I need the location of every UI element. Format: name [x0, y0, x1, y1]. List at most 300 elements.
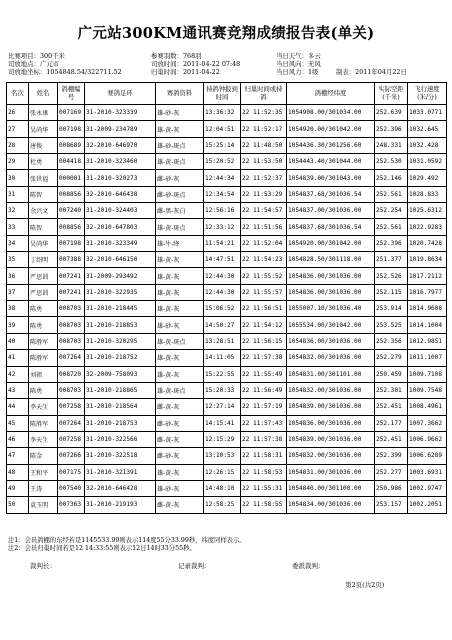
table-cell: 1054831.00/301101.00	[287, 366, 375, 382]
table-row	[7, 366, 447, 382]
table-cell: 47	[7, 448, 29, 464]
table-cell: 31-2010-323349	[85, 235, 156, 251]
race-info-field	[336, 60, 448, 68]
table-cell: 43	[7, 382, 29, 398]
race-info	[8, 52, 448, 76]
table-cell: 41	[7, 350, 29, 366]
table-cell: 22 11:58:53	[241, 464, 287, 480]
table-cell: 22 11:52:04	[241, 235, 287, 251]
race-info-row	[8, 60, 448, 68]
table-cell: 22 11:55:31	[241, 480, 287, 496]
table-cell: 雄-黄-灰	[156, 464, 204, 480]
table-cell: 1025.6312	[408, 203, 447, 219]
table-cell: 12:34:54	[204, 186, 241, 202]
table-cell: 007363	[58, 497, 85, 513]
table-row	[7, 186, 447, 202]
table-cell: 王涛	[29, 480, 58, 496]
table-cell: 李天生	[29, 399, 58, 415]
table-cell: 陈勇	[29, 382, 58, 398]
table-cell: 14:11:05	[204, 350, 241, 366]
table-row	[7, 284, 447, 300]
table-row	[7, 252, 447, 268]
table-cell: 253.914	[375, 301, 408, 317]
table-cell: 252.451	[375, 431, 408, 447]
table-cell: 31-2010-322566	[85, 431, 156, 447]
table-cell: 雌-砂-灰	[156, 415, 204, 431]
table-cell: 陈胜军	[29, 333, 58, 349]
table-cell: 004418	[58, 154, 85, 170]
table-cell: 陈金	[29, 448, 58, 464]
table-cell: 1054908.00/301034.00	[287, 105, 375, 121]
table-cell: 1016.7977	[408, 284, 447, 300]
table-cell: 1009.7548	[408, 382, 447, 398]
column-header: 实际空距(千米)	[375, 83, 408, 105]
table-row	[7, 464, 447, 480]
table-cell: 雄-黄-灰	[156, 252, 204, 268]
table-cell: 1033.0771	[408, 105, 447, 121]
table-cell: 50	[7, 497, 29, 513]
table-row	[7, 137, 447, 153]
table-cell: 14:48:10	[204, 480, 241, 496]
table-cell: 雄-牛-绛	[156, 235, 204, 251]
table-cell: 11:54:21	[204, 235, 241, 251]
table-cell: 14:47:51	[204, 252, 241, 268]
table-cell: 12:15:29	[204, 431, 241, 447]
table-cell: 007241	[58, 268, 85, 284]
race-info-field: 司放时间：2011-04-22 07:48	[151, 60, 241, 68]
table-cell: 28	[7, 137, 29, 153]
table-row	[7, 170, 447, 186]
table-cell: 007198	[58, 121, 85, 137]
table-cell: 22 11:55:52	[241, 268, 287, 284]
table-cell: 1054840.00/301100.00	[287, 480, 375, 496]
table-cell: 31-2010-322518	[85, 448, 156, 464]
table-cell: 31-2010-218752	[85, 350, 156, 366]
table-cell: 陈勇	[29, 317, 58, 333]
table-header-row	[7, 83, 447, 105]
table-cell: 1054443.40/301044.00	[287, 154, 375, 170]
table-cell: 1014.1004	[408, 317, 447, 333]
race-info-field: 司放地坐标：1054848.54/322711.52	[8, 68, 122, 76]
table-cell: 14:15:41	[204, 415, 241, 431]
table-cell: 31-2010-321391	[85, 464, 156, 480]
table-cell: 1029.492	[408, 170, 447, 186]
table-cell: 252.639	[375, 105, 408, 121]
table-cell: 1031.0592	[408, 154, 447, 170]
footnotes	[8, 537, 246, 553]
table-row	[7, 203, 447, 219]
table-cell: 22 11:57:19	[241, 399, 287, 415]
table-row	[7, 317, 447, 333]
table-row	[7, 497, 447, 513]
table-cell: 1022.9283	[408, 219, 447, 235]
table-cell: 雄-黄-灰	[156, 121, 204, 137]
table-row	[7, 301, 447, 317]
table-cell: 31-2010-218445	[85, 301, 156, 317]
table-cell: 48	[7, 464, 29, 480]
table-cell: 12:44:30	[204, 284, 241, 300]
table-cell: 袁玉明	[29, 497, 58, 513]
table-cell: 27	[7, 121, 29, 137]
table-cell: 1019.8634	[408, 252, 447, 268]
column-header: 鸽棚经纬度	[287, 83, 375, 105]
table-cell: 陈勇	[29, 301, 58, 317]
table-cell: 雌-砂-灰	[156, 448, 204, 464]
table-cell: 12:56:16	[204, 203, 241, 219]
table-cell: 252.115	[375, 284, 408, 300]
table-cell: 252.451	[375, 399, 408, 415]
table-cell: 雌-砂-灰	[156, 170, 204, 186]
table-cell: 40	[7, 333, 29, 349]
table-cell: 陈胜军	[29, 350, 58, 366]
table-cell: 雄-黄-灰	[156, 301, 204, 317]
table-cell: 雌-砂-斑点	[156, 186, 204, 202]
table-cell: 陈胜军	[29, 415, 58, 431]
table-cell: 陈智	[29, 186, 58, 202]
table-cell: 008720	[58, 366, 85, 382]
table-row	[7, 431, 447, 447]
table-row	[7, 333, 447, 349]
table-cell: 32-2010-646970	[85, 137, 156, 153]
table-cell: 49	[7, 480, 29, 496]
table-cell: 22 11:58:55	[241, 497, 287, 513]
table-cell: 253.525	[375, 317, 408, 333]
table-cell: 1054832.00/301036.00	[287, 350, 375, 366]
table-cell: 1054836.00/301036.00	[287, 415, 375, 431]
race-info-field	[336, 52, 448, 60]
table-cell: 15:25:14	[204, 137, 241, 153]
table-cell: 雄-黄-灰	[156, 268, 204, 284]
table-cell: 252.356	[375, 333, 408, 349]
table-cell: 陈智	[29, 219, 58, 235]
table-cell: 1017.2112	[408, 268, 447, 284]
table-cell: 杜勇	[29, 154, 58, 170]
table-cell: 1054436.30/301256.60	[287, 137, 375, 153]
table-cell: 252.396	[375, 121, 408, 137]
table-cell: 31	[7, 186, 29, 202]
table-cell: 31-2010-323460	[85, 154, 156, 170]
footnote-1: 注1：会员鸽棚的东经若是1145533.99则表示114度55分33.99秒，纬度同样表示。	[8, 537, 246, 544]
table-cell: 31-2010-320295	[85, 333, 156, 349]
table-cell: 1055007.10/301036.40	[287, 301, 375, 317]
table-cell: 1012.9851	[408, 333, 447, 349]
table-cell: 1032.428	[408, 137, 447, 153]
table-cell: 39	[7, 317, 29, 333]
table-cell: 12:58:25	[204, 497, 241, 513]
table-cell: 雄-黄-斑点	[156, 382, 204, 398]
table-cell: 22 11:53:29	[241, 186, 287, 202]
table-cell: 雌-黄-灰	[156, 431, 204, 447]
table-cell: 12:44:30	[204, 268, 241, 284]
table-cell: 31-2010-219193	[85, 497, 156, 513]
table-cell: 雌-黄-灰	[156, 497, 204, 513]
table-cell: 32-2010-646428	[85, 480, 156, 496]
race-info-field: 归巢时间：2011-04-22	[151, 68, 220, 76]
column-header: 鸽棚编号	[58, 83, 85, 105]
table-cell: 252.146	[375, 170, 408, 186]
table-cell: 严思训	[29, 284, 58, 300]
table-cell: 22 11:54:57	[241, 203, 287, 219]
table-cell: 雌-黑-灰白	[156, 203, 204, 219]
table-cell: 12:44:34	[204, 170, 241, 186]
table-cell: 严思训	[29, 268, 58, 284]
table-cell: 31-2010-320273	[85, 170, 156, 186]
table-cell: 1054920.00/301042.00	[287, 235, 375, 251]
table-row	[7, 415, 447, 431]
table-cell: 31-2010-218865	[85, 382, 156, 398]
table-cell: 32	[7, 203, 29, 219]
table-cell: 32-2009-758093	[85, 366, 156, 382]
table-cell: 22 11:57:38	[241, 350, 287, 366]
table-cell: 31-2009-234789	[85, 121, 156, 137]
table-cell: 王和平	[29, 464, 58, 480]
table-cell: 雄-砂-斑点	[156, 137, 204, 153]
table-cell: 1054920.00/301042.00	[287, 121, 375, 137]
table-row	[7, 268, 447, 284]
table-cell: 1055534.00/301042.00	[287, 317, 375, 333]
table-cell: 22 11:48:50	[241, 137, 287, 153]
table-cell: 250.459	[375, 366, 408, 382]
table-cell: 12:26:15	[204, 464, 241, 480]
table-cell: 1002.2051	[408, 497, 447, 513]
table-cell: 1054828.50/301118.00	[287, 252, 375, 268]
table-cell: 1054839.00/301036.00	[287, 431, 375, 447]
table-cell: 008856	[58, 219, 85, 235]
table-cell: 45	[7, 415, 29, 431]
table-cell: 31-2010-218853	[85, 317, 156, 333]
table-cell: 007258	[58, 431, 85, 447]
table-cell: 008703	[58, 301, 85, 317]
report-title: 广元站300KM通讯赛竞翔成绩报告表(单关)	[77, 25, 375, 42]
table-cell: 15:22:55	[204, 366, 241, 382]
table-cell: 007540	[58, 480, 85, 496]
table-cell: 雄-砂-灰	[156, 105, 204, 121]
table-cell: 22 11:54:12	[241, 317, 287, 333]
table-cell: 252.530	[375, 154, 408, 170]
table-cell: 13:10:53	[204, 448, 241, 464]
table-cell: 31-2010-218753	[85, 415, 156, 431]
table-cell: 30	[7, 170, 29, 186]
column-header: 赛鸽资料	[156, 83, 204, 105]
table-cell: 吴尚华	[29, 121, 58, 137]
table-cell: 38	[7, 301, 29, 317]
table-cell: 李天生	[29, 431, 58, 447]
table-cell: 22 11:57:38	[241, 431, 287, 447]
table-cell: 1054832.00/301036.00	[287, 382, 375, 398]
table-cell: 雄-黄-灰	[156, 284, 204, 300]
table-cell: 1054837.68/301036.54	[287, 186, 375, 202]
table-cell: 1007.3662	[408, 415, 447, 431]
table-cell: 1054836.00/301036.00	[287, 284, 375, 300]
table-cell: 雄-砂-灰	[156, 317, 204, 333]
table-cell: 007388	[58, 252, 85, 268]
table-cell: 22 11:58:31	[241, 448, 287, 464]
table-cell: 刘祖	[29, 366, 58, 382]
table-cell: 1028.833	[408, 186, 447, 202]
table-cell: 1003.6931	[408, 464, 447, 480]
table-cell: 007240	[58, 203, 85, 219]
table-cell: 1054837.00/301036.00	[287, 203, 375, 219]
column-header: 名次	[7, 83, 29, 105]
table-cell: 13:36:32	[204, 105, 241, 121]
race-info-row	[8, 68, 448, 76]
table-cell: 雄-黄-灰	[156, 366, 204, 382]
table-row	[7, 382, 447, 398]
table-cell: 22 11:56:49	[241, 382, 287, 398]
table-cell: 1002.9747	[408, 480, 447, 496]
table-row	[7, 105, 447, 121]
page-number: 第2页(共2页)	[345, 581, 385, 589]
table-cell: 22 11:52:35	[241, 105, 287, 121]
table-cell: 余兴文	[29, 203, 58, 219]
table-cell: 1054839.00/301036.00	[287, 399, 375, 415]
table-cell: 32-2010-646150	[85, 252, 156, 268]
race-info-field: 当日风向：无风	[276, 60, 321, 68]
table-cell: 1011.1007	[408, 350, 447, 366]
table-cell: 007241	[58, 284, 85, 300]
table-cell: 31-2010-218564	[85, 399, 156, 415]
table-cell: 1054831.00/301036.00	[287, 464, 375, 480]
race-info-field: 当日天气：多云	[276, 52, 321, 60]
table-cell: 33	[7, 219, 29, 235]
table-cell: 丁绍明	[29, 252, 58, 268]
table-cell: 22 11:57:43	[241, 415, 287, 431]
table-cell: 36	[7, 268, 29, 284]
table-cell: 252.399	[375, 448, 408, 464]
table-cell: 35	[7, 252, 29, 268]
table-cell: 22 11:55:49	[241, 366, 287, 382]
race-info-row	[8, 52, 448, 60]
table-cell: 008703	[58, 333, 85, 349]
column-header: 飞行速度(米/分)	[408, 83, 447, 105]
table-cell: 22 11:56:51	[241, 301, 287, 317]
table-cell: 1020.7428	[408, 235, 447, 251]
table-cell: 252.279	[375, 350, 408, 366]
recorder-signature: 记录裁判：	[178, 562, 211, 570]
table-cell: 雄-黄-斑点	[156, 333, 204, 349]
table-cell: 250.986	[375, 480, 408, 496]
table-cell: 1032.645	[408, 121, 447, 137]
table-cell: 31-2010-322935	[85, 284, 156, 300]
table-cell: 雄-黄-灰	[156, 350, 204, 366]
table-cell: 007169	[58, 105, 85, 121]
table-cell: 15:06:52	[204, 301, 241, 317]
table-cell: 252.561	[375, 219, 408, 235]
table-cell: 34	[7, 235, 29, 251]
table-row	[7, 235, 447, 251]
column-header: 归巢时间或持鸽	[241, 83, 287, 105]
table-cell: 253.157	[375, 497, 408, 513]
table-cell: 252.254	[375, 203, 408, 219]
table-cell: 248.331	[375, 137, 408, 153]
table-cell: 1054836.00/301036.00	[287, 333, 375, 349]
table-cell: 008856	[58, 186, 85, 202]
table-cell: 007258	[58, 399, 85, 415]
table-cell: 吴尚华	[29, 235, 58, 251]
table-body	[7, 105, 447, 514]
table-cell: 252.277	[375, 464, 408, 480]
table-cell: 32-2010-647803	[85, 219, 156, 235]
table-cell: 1014.9608	[408, 301, 447, 317]
table-row	[7, 350, 447, 366]
table-row	[7, 399, 447, 415]
table-cell: 15:20:33	[204, 382, 241, 398]
column-header: 赛鸽足环	[85, 83, 156, 105]
table-cell: 雄-黄-斑点	[156, 154, 204, 170]
table-cell: 12:04:51	[204, 121, 241, 137]
footnote-2: 注2：会员归巢时间若是12 14:33:55则表示12日14时33分55秒。	[8, 545, 196, 552]
table-cell: 37	[7, 284, 29, 300]
table-cell: 14:50:27	[204, 317, 241, 333]
table-cell: 252.177	[375, 415, 408, 431]
race-info-field: 比赛项目：300千米	[8, 52, 65, 60]
table-cell: 007264	[58, 350, 85, 366]
table-row	[7, 480, 447, 496]
race-info-field: 制表：2011年04月22日	[336, 68, 407, 76]
table-cell: 26	[7, 105, 29, 121]
table-cell: 007264	[58, 415, 85, 431]
table-cell: 252.526	[375, 268, 408, 284]
table-cell: 46	[7, 431, 29, 447]
table-row	[7, 219, 447, 235]
table-cell: 13:28:51	[204, 333, 241, 349]
table-cell: 1054836.00/301036.00	[287, 268, 375, 284]
table-cell: 007198	[58, 235, 85, 251]
supervisor-signature: 委派裁判：	[292, 562, 325, 570]
table-cell: 31-2010-324403	[85, 203, 156, 219]
table-cell: 12:33:12	[204, 219, 241, 235]
table-cell: 008703	[58, 382, 85, 398]
table-cell: 252.396	[375, 235, 408, 251]
table-cell: 雄-砂-灰	[156, 480, 204, 496]
table-cell: 雌-黄-灰	[156, 399, 204, 415]
table-cell: 29	[7, 154, 29, 170]
table-cell: 252.301	[375, 382, 408, 398]
results-table	[6, 82, 447, 514]
table-cell: 007266	[58, 448, 85, 464]
table-cell: 42	[7, 366, 29, 382]
chief-judge-signature: 裁判长：	[30, 562, 56, 570]
table-row	[7, 448, 447, 464]
table-cell: 22 11:56:15	[241, 333, 287, 349]
table-cell: 1008.4961	[408, 399, 447, 415]
table-cell: 唐俊	[29, 137, 58, 153]
table-cell: 22 11:52:17	[241, 121, 287, 137]
race-info-field: 参赛羽数：768羽	[151, 52, 202, 60]
table-cell: 252.561	[375, 186, 408, 202]
table-cell: 22 11:54:23	[241, 252, 287, 268]
race-info-field: 当日风力：1级	[276, 68, 319, 76]
table-row	[7, 121, 447, 137]
table-cell: 雄-黄-斑点	[156, 219, 204, 235]
table-cell: 22 11:53:50	[241, 154, 287, 170]
table-cell: 1054832.00/301036.00	[287, 448, 375, 464]
table-cell: 22 11:52:37	[241, 170, 287, 186]
table-cell: 44	[7, 399, 29, 415]
table-cell: 张世福	[29, 170, 58, 186]
table-cell: 251.377	[375, 252, 408, 268]
table-cell: 张永康	[29, 105, 58, 121]
column-header: 姓名	[29, 83, 58, 105]
table-cell: 1009.7108	[408, 366, 447, 382]
race-info-field: 司放地点：广元市	[8, 60, 60, 68]
table-cell: 15:20:52	[204, 154, 241, 170]
table-cell: 1054834.00/301036.00	[287, 497, 375, 513]
table-cell: 008703	[58, 317, 85, 333]
table-cell: 12:27:14	[204, 399, 241, 415]
table-cell: 1054839.00/301043.00	[287, 170, 375, 186]
table-cell: 000001	[58, 170, 85, 186]
